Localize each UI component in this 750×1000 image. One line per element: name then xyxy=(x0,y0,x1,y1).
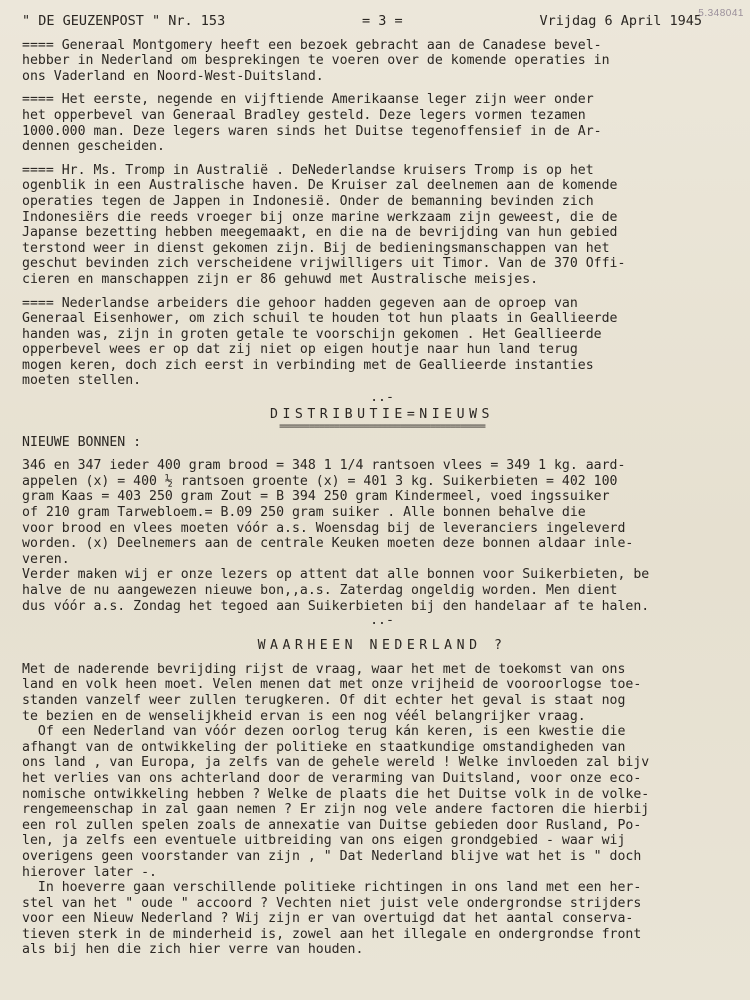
section-separator-2: ..- xyxy=(370,613,394,629)
text-line: Met de naderende bevrijding rijst de vraag, waar het met de toekomst van ons xyxy=(22,661,626,677)
distributie-heading: DISTRIBUTIE=NIEUWS xyxy=(270,407,494,423)
news-item-tromp xyxy=(22,163,742,288)
text-line: ==== Hr. Ms. Tromp in Australië . DeNederlandse kruisers Tromp is op het xyxy=(22,162,594,178)
text-line: Indonesiërs die reeds vroeger bij onze marine werkzaam zijn geweest, die de xyxy=(22,209,618,225)
issue-date: Vrijdag 6 April 1945 xyxy=(539,13,702,29)
text-line: moeten stellen. xyxy=(22,373,142,389)
text-line: Generaal Eisenhower, om zich schuil te houden tot hun plaats in Geallieerde xyxy=(22,311,618,327)
text-line: hierover later -. xyxy=(22,864,157,880)
text-line: overigens geen voorstander van zijn , " Dat Nederland blijve wat het is " doch xyxy=(22,848,642,864)
waarheen-body xyxy=(22,662,742,958)
text-line: het opperbevel van Generaal Bradley gesteld. Deze legers vormen tezamen xyxy=(22,107,586,123)
text-line: te bezien en de wenselijkheid ervan is een nog véél belangrijker vraag. xyxy=(22,708,586,724)
page-number: = 3 = xyxy=(362,13,403,29)
text-line: terstond weer in dienst gekomen zijn. Bij de bedieningsmanschappen van het xyxy=(22,240,610,256)
text-line: tieven sterk in de minderheid is, zowel aan het illegale en ondergrondse front xyxy=(22,926,642,942)
text-line: dus vóór a.s. Zondag het tegoed aan Suikerbieten bij den handelaar af te halen. xyxy=(22,598,650,614)
text-line: worden. (x) Deelnemers aan de centrale Keuken moeten deze bonnen aldaar inle- xyxy=(22,536,634,552)
text-line: ogenblik in een Australische haven. De Kruiser zal deelnemen aan de komende xyxy=(22,178,618,194)
text-line: stel van het " oude " accoord ? Vechten niet juist vele ondergrondse strijders xyxy=(22,895,642,911)
text-line: land en volk heen moet. Velen menen dat met onze vrijheid de vooroorlogse toe- xyxy=(22,677,642,693)
text-line: hebber in Nederland om besprekingen te voeren over de komende operaties in xyxy=(22,53,610,69)
text-line: standen vanzelf weer zullen terugkeren. Of dit echter het geval is staat nog xyxy=(22,692,626,708)
distributie-body xyxy=(22,458,742,614)
masthead-issue: " DE GEUZENPOST " Nr. 153 xyxy=(22,13,226,29)
text-line: Verder maken wij er onze lezers op attent dat alle bonnen voor Suikerbieten, be xyxy=(22,567,650,583)
text-line: len, ja zelfs een eventuele uitbreiding van ons eigen grondgebied - waar wij xyxy=(22,833,626,849)
text-line: geschut bevinden zich verscheidene vrijwilligers uit Timor. Van de 370 Offi- xyxy=(22,256,626,272)
text-line: als bij hen die zich hier verre van houden. xyxy=(22,942,364,958)
nieuwe-bonnen-label: NIEUWE BONNEN : xyxy=(22,434,142,450)
text-line: voor een Nieuw Nederland ? Wij zijn er van overtuigd dat het aantal conserva- xyxy=(22,911,634,927)
text-line: halve de nu aangewezen nieuwe bon,,a.s. Zaterdag ongeldig worden. Men dient xyxy=(22,583,618,598)
text-line: of 210 gram Tarwebloem.= B.09 250 gram suiker . Alle bonnen behalve die xyxy=(22,505,586,521)
text-line: voor brood en vlees moeten vóór a.s. Woensdag bij de leveranciers ingeleverd xyxy=(22,520,626,536)
page-header xyxy=(22,14,742,30)
text-line: gram Kaas = 403 250 gram Zout = B 394 250 gram Kindermeel, voed ingssuiker xyxy=(22,489,610,505)
news-item-arbeiders xyxy=(22,296,742,390)
waarheen-heading: WAARHEEN NEDERLAND ? xyxy=(257,638,507,654)
text-line: handen was, zijn in groten getale te voorschijn gekomen . Het Geallieerde xyxy=(22,326,602,342)
text-line: opperbevel wees er op dat zij niet op eigen houtje naar hun land terug xyxy=(22,342,578,358)
text-line: ==== Nederlandse arbeiders die gehoor hadden gegeven aan de oproep van xyxy=(22,295,578,311)
text-line: 1000.000 man. Deze legers waren sinds het Duitse tegenoffensief in de Ar- xyxy=(22,123,602,139)
section-separator: ..- xyxy=(370,390,394,406)
text-line: nomische ontwikkeling hebben ? Welke de plaats die het Duitse volk in de volke- xyxy=(22,786,650,802)
text-line: In hoeverre gaan verschillende politieke richtingen in ons land met een her- xyxy=(22,880,642,896)
text-line: het verlies van ons achterland door de verarming van Duitsland, voor onze eco- xyxy=(22,770,642,786)
text-line: ons Vaderland en Noord-West-Duitsland. xyxy=(22,68,324,84)
text-line: veren. xyxy=(22,551,70,567)
text-line: ==== Het eerste, negende en vijftiende Amerikaanse leger zijn weer onder xyxy=(22,92,594,108)
text-line: een rol zullen spelen zoals de annexatie van Duitse gebieden door Rusland, Po- xyxy=(22,817,642,833)
text-line: cieren en manschappen zijn er 86 gehuwd met Australische meisjes. xyxy=(22,271,539,287)
text-line: Of een Nederland van vóór dezen oorlog terug kán keren, is een kwestie die xyxy=(22,724,626,740)
text-line: rengemeenschap in zal gaan nemen ? Er zijn nog vele andere factoren die hierbij xyxy=(22,802,650,818)
text-line: afhangt van de ontwikkeling der politieke en staatkundige omstandigheden van xyxy=(22,739,626,755)
text-line: ons land , van Europa, ja zelfs van de gehele wereld ! Welke invloeden zal bijv xyxy=(22,755,650,771)
text-line: ==== Generaal Montgomery heeft een bezoek gebracht aan de Canadese bevel- xyxy=(22,37,602,53)
text-line: 346 en 347 ieder 400 gram brood = 348 1 1/4 rantsoen vlees = 349 1 kg. aard- xyxy=(22,458,626,474)
distributie-underline: ========================================= xyxy=(279,420,485,432)
news-item-montgomery xyxy=(22,38,742,85)
text-line: operaties tegen de Jappen in Indonesië. Onder de bemanning bevinden zich xyxy=(22,193,594,209)
archive-stamp: 5.348041 xyxy=(698,8,744,19)
text-line: Japanse bezetting hebben meegemaakt, en die na de bevrijding van hun gebied xyxy=(22,225,618,241)
text-line: appelen (x) = 400 ½ rantsoen groente (x) = 401 3 kg. Suikerbieten = 402 100 xyxy=(22,473,618,489)
text-line: mogen keren, doch zich eerst in verbinding met de Geallieerde instanties xyxy=(22,357,594,373)
news-item-bradley xyxy=(22,92,742,154)
text-line: dennen gescheiden. xyxy=(22,139,165,155)
